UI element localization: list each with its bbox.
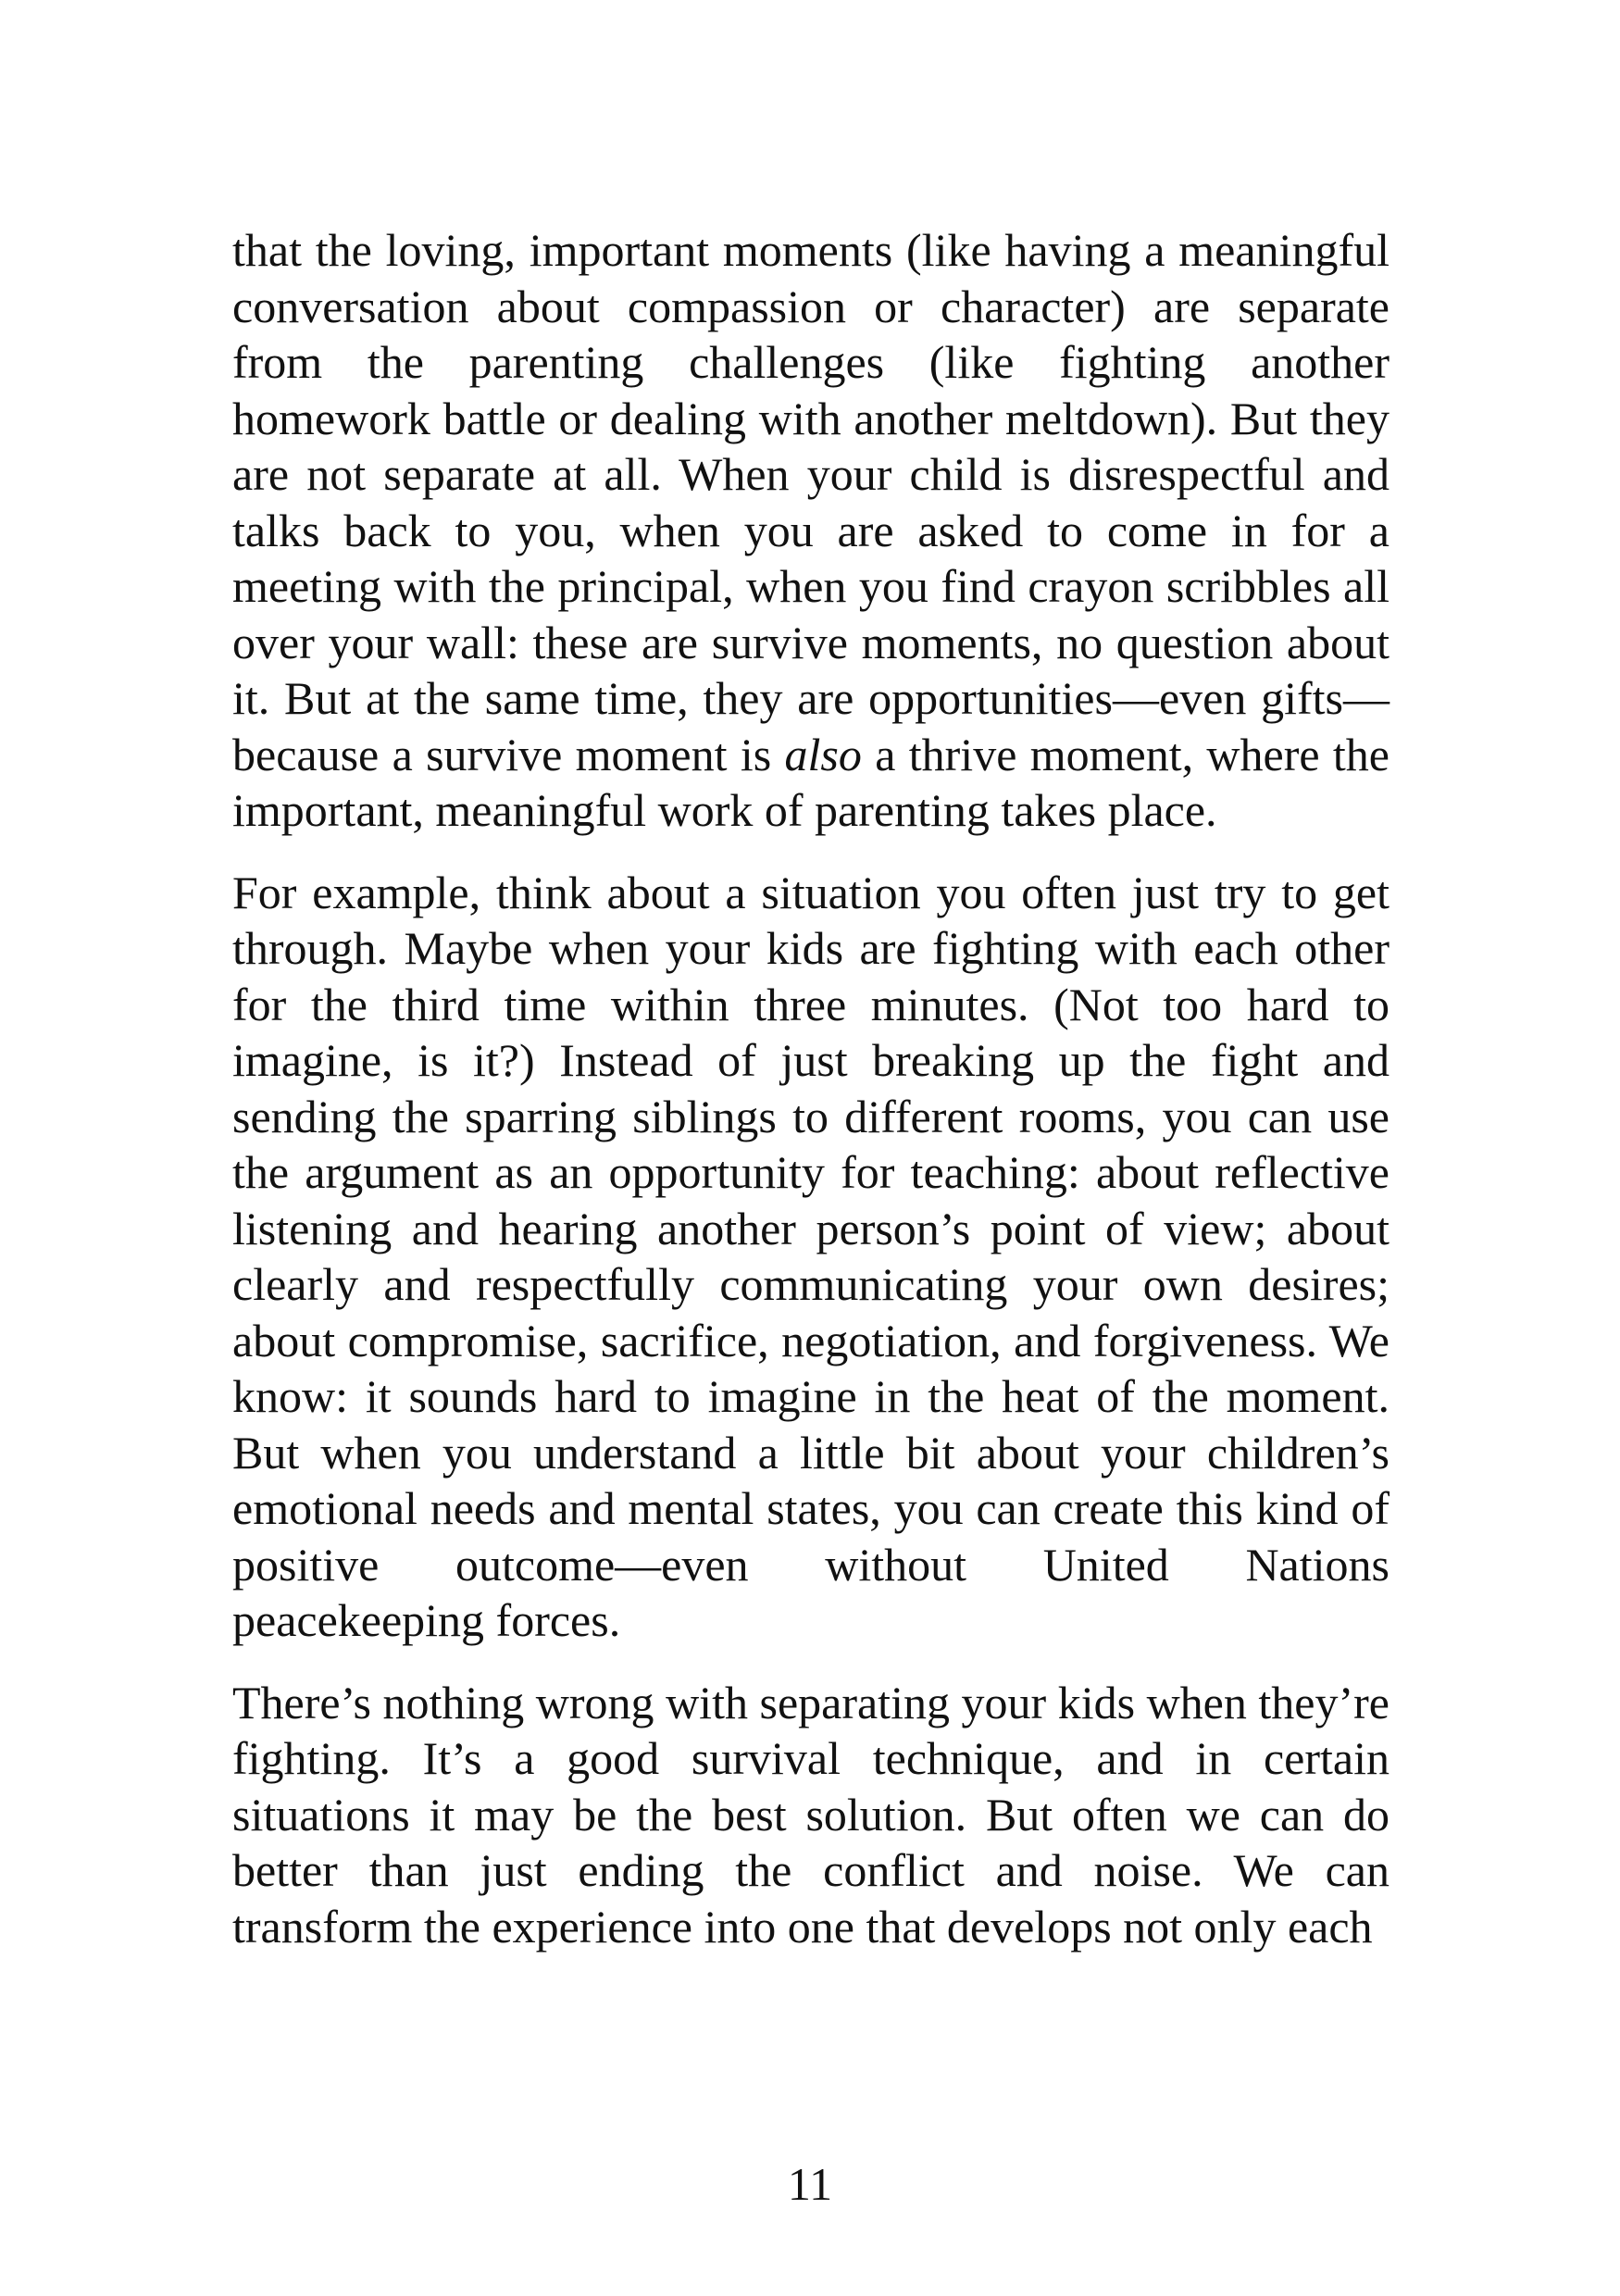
paragraph-1 xyxy=(232,222,1389,839)
page-number: 11 xyxy=(787,2158,833,2210)
page-body xyxy=(232,222,1389,1980)
paragraph-1-text-end: a thrive moment, where the important, meaningful work of parenting takes place. xyxy=(232,728,1389,836)
paragraph-3: There’s nothing wrong with separating your kids when they’re fighting. It’s a good survival technique, and in certain situations it may be the best solution. But often we can do better than just ending the conflict and noise. We can transform the experience into one that develops not only each xyxy=(232,1676,1389,1953)
paragraph-1-text-start: that the loving, important moments (like having a meaningful conversation about compassion or character) are separate from the parenting challenges (like fighting another homework battle or dealing with another meltdown). But they are not separate at all. When your child is disrespectful and talks back to you, when you are asked to come in for a meeting with the principal, when you find crayon scribbles all over your wall: these are survive moments, no question about it. But at the same time, they are opportunities—even gifts—because a survive moment is xyxy=(232,224,1389,780)
paragraph-2: For example, think about a situation you often just try to get through. Maybe when your kids are fighting with each other for the third time within three minutes. (Not too hard to imagine, is it?) Instead of just breaking up the fight and sending the sparring siblings to different rooms, you can use the argument as an opportunity for teaching: about reflective listening and hearing another person’s point of view; about clearly and respectfully communicating your own desires; about compromise, sacrifice, negotiation, and forgiveness. We know: it sounds hard to imagine in the heat of the moment. But when you understand a little bit about your children’s emotional needs and mental states, you can create this kind of positive outcome—even without United Nations peacekeeping forces. xyxy=(232,866,1389,1646)
emphasis-also: also xyxy=(784,728,862,780)
